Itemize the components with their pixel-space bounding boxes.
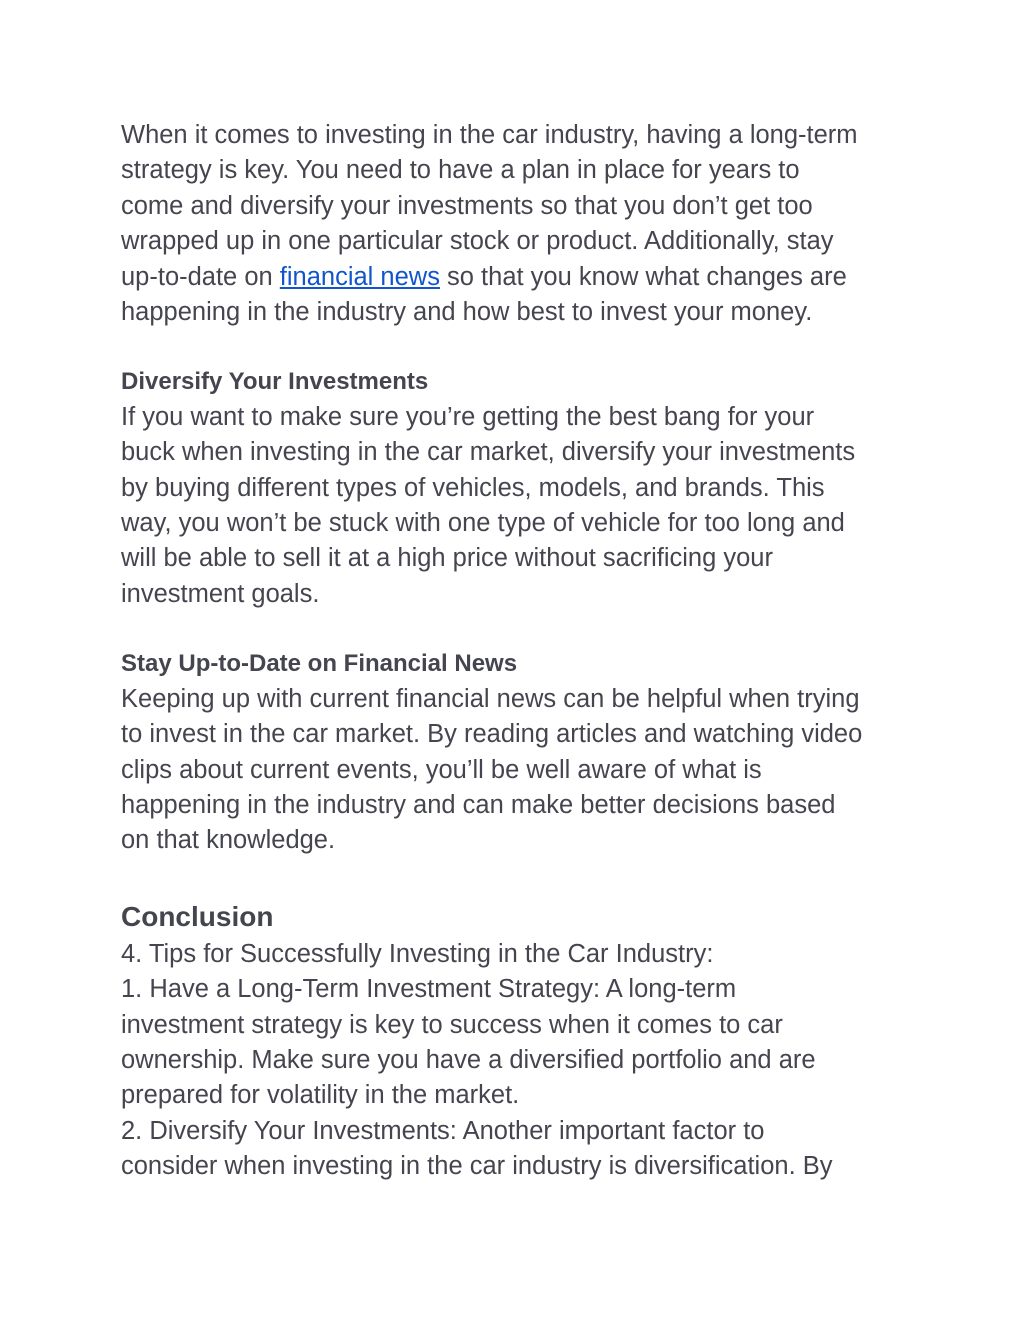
- paragraph-gap: [121, 330, 921, 364]
- news-line: Keeping up with current financial news can be helpful when trying: [121, 684, 860, 713]
- diversify-line: buck when investing in the car market, diversify your investments: [121, 438, 856, 467]
- diversify-section: [121, 364, 921, 612]
- news-section: [121, 646, 921, 858]
- news-line: to invest in the car market. By reading articles and watching video: [121, 720, 863, 749]
- news-line: happening in the industry and can make better decisions based: [121, 790, 836, 819]
- intro-line: come and diversify your investments so that you don’t get too: [121, 191, 813, 220]
- section-heading-conclusion: Conclusion: [121, 900, 274, 932]
- paragraph-gap: [121, 859, 921, 897]
- paragraph-gap: [121, 612, 921, 646]
- document-page: [121, 118, 921, 1185]
- conclusion-line: prepared for volatility in the market.: [121, 1081, 520, 1110]
- intro-paragraph: [121, 118, 921, 330]
- diversify-line: If you want to make sure you’re getting the best bang for your: [121, 402, 815, 431]
- diversify-line: way, you won’t be stuck with one type of vehicle for too long and: [121, 509, 845, 538]
- intro-line-with-link: [121, 260, 921, 295]
- intro-text: so that you know what changes are: [439, 262, 847, 291]
- conclusion-line: 2. Diversify Your Investments: Another important factor to: [121, 1116, 765, 1145]
- conclusion-line: consider when investing in the car industry is diversification. By: [121, 1152, 833, 1181]
- intro-line: When it comes to investing in the car industry, having a long-term: [121, 121, 858, 149]
- intro-line: wrapped up in one particular stock or product. Additionally, stay: [121, 227, 834, 256]
- financial-news-link[interactable]: financial news: [279, 262, 440, 291]
- section-heading-diversify: Diversify Your Investments: [121, 368, 429, 396]
- conclusion-line: investment strategy is key to success when it comes to car: [121, 1010, 783, 1039]
- intro-line: strategy is key. You need to have a plan in place for years to: [121, 156, 800, 185]
- conclusion-line: 4. Tips for Successfully Investing in the Car Industry:: [121, 939, 714, 968]
- intro-line: happening in the industry and how best to invest your money.: [121, 298, 813, 327]
- conclusion-line: ownership. Make sure you have a diversified portfolio and are: [121, 1045, 816, 1074]
- section-heading-news: Stay Up-to-Date on Financial News: [121, 650, 518, 678]
- diversify-line: investment goals.: [121, 579, 320, 608]
- diversify-line: will be able to sell it at a high price without sacrificing your: [121, 544, 773, 573]
- diversify-line: by buying different types of vehicles, models, and brands. This: [121, 473, 825, 502]
- news-line: on that knowledge.: [121, 826, 336, 855]
- conclusion-section: [121, 897, 921, 1185]
- intro-text: up-to-date on: [121, 262, 280, 291]
- news-line: clips about current events, you’ll be well aware of what is: [121, 755, 762, 784]
- conclusion-line: 1. Have a Long-Term Investment Strategy: A long-term: [121, 975, 737, 1004]
